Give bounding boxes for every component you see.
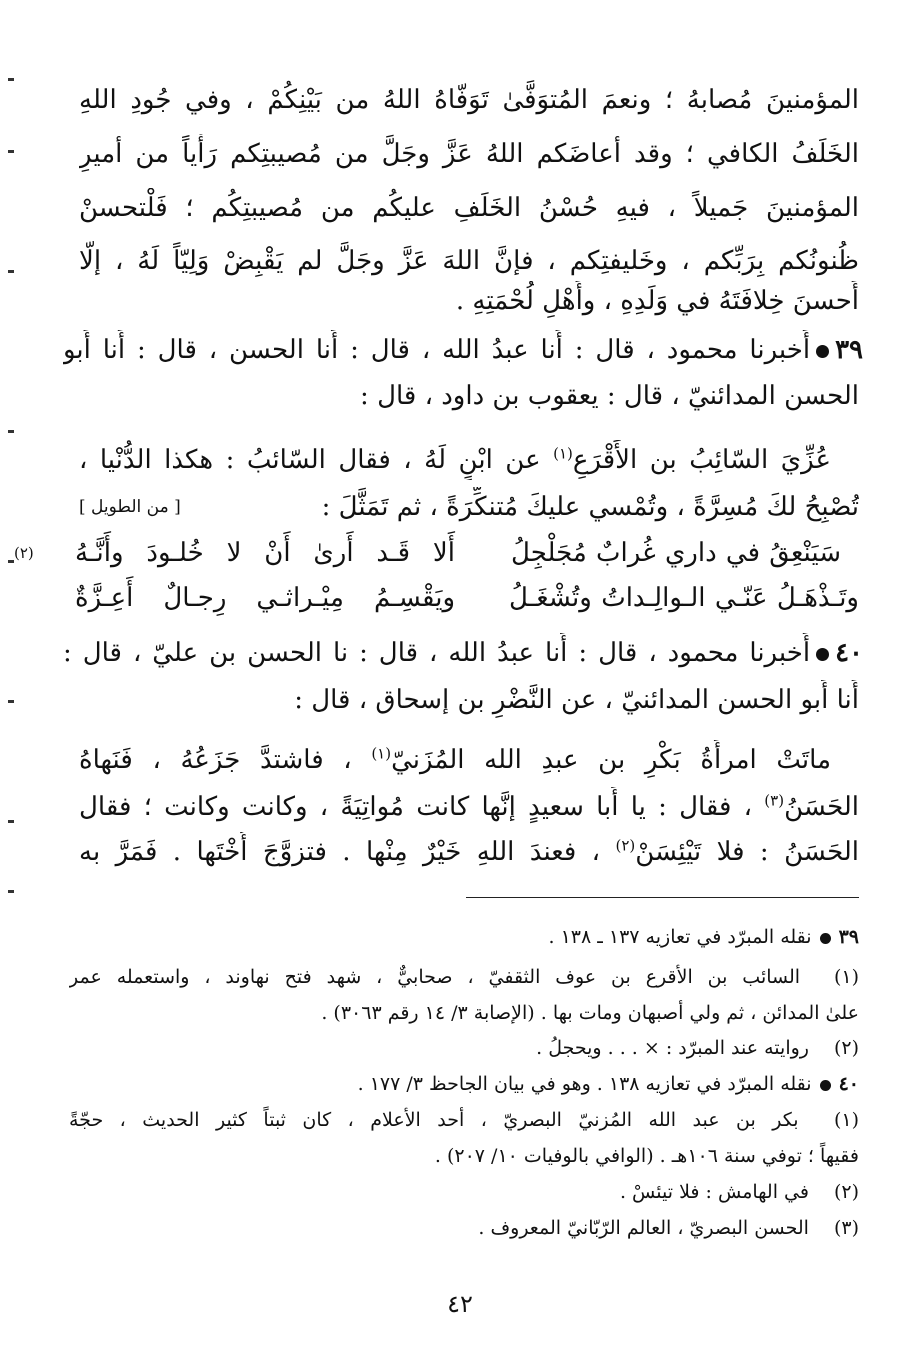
verse-hemistich: سَيَنْعِقُ في داري غُرابٌ مُجَلْجِلُ: [511, 538, 841, 568]
footnote-separator: [466, 897, 859, 898]
bullet-icon: [816, 648, 829, 661]
footnote-text: بكر بن عبد الله المُزنيّ البصريّ ، أحد الأعلام ، كان ثبتاً كثير الحديث ، حجّةً: [69, 1109, 799, 1131]
footnote-number: (١): [833, 1109, 859, 1131]
footnote-text: نقله المبرّد في تعازيه ١٣٧ ـ ١٣٨ .: [548, 926, 812, 948]
margin-mark: [8, 270, 14, 273]
footnote-sub: [69, 1032, 859, 1064]
verse-hemistich: أَلا قَـد أَرىٰ أَنْ لا خُلـودَ وأَنَّـهُ: [75, 538, 455, 568]
item-40-line: [79, 740, 859, 780]
footnote-number: (١): [833, 966, 859, 988]
item-39-line: الحسن المدائنيّ ، قال : يعقوب بن داود ، قال :: [360, 381, 859, 411]
footnote-cont: فقيهاً ؛ توفي سنة ١٠٦هـ . (الوافي بالوفيات ١٠/ ٢٠٧) .: [434, 1145, 859, 1167]
item-39-first-line: [63, 330, 863, 370]
margin-mark: [8, 78, 14, 81]
meter-label: [ من الطويل ]: [79, 497, 181, 517]
body-line: أَحسنَ خِلافَتَهُ في وَلَدِهِ ، وأَهْلِ لُحْمَتِهِ .: [455, 286, 859, 316]
footnote-ref: (١): [371, 744, 392, 763]
item-text: أَخبرنا محمود ، قال : أَنا عبدُ الله ، قال : أَنا الحسن ، قال : أَنا أَبو: [63, 335, 811, 365]
item-40-line: [79, 832, 859, 872]
item-text: أَخبرنا محمود ، قال : أَنا عبدُ الله ، قال : نا الحسن بن عليّ ، قال :: [63, 638, 811, 668]
verse-hemistich: وتَـذْهَـلُ عَنّـي الـوالِـداتُ وتُشْغَـلُ: [509, 583, 859, 613]
item-40-line: أَنا أَبو الحسن المدائنيّ ، عن النَّضْرِ بن إسحاق ، قال :: [294, 685, 859, 715]
item-number: ٤٠: [835, 638, 863, 668]
footnote-text: السائب بن الأقرع بن عوف الثقفيّ ، صحابيٌّ ، شهد فتح نهاوند ، واستعمله عمر: [69, 966, 801, 988]
item-text: عُزِّيَ السّائِبُ بن الأَقْرَعِ: [572, 445, 831, 475]
item-text: ، فاشتدَّ جَزَعُهُ ، فَنَهاهُ: [79, 745, 352, 775]
footnote-text: في الهامش : فلا تيئسْ .: [619, 1181, 809, 1203]
footnote-number: (٢): [833, 1181, 859, 1203]
footnote-sub: [69, 1176, 859, 1208]
footnote-ref: (٢): [615, 836, 636, 855]
body-line: المؤمنينَ جَميلاً ، فيهِ حُسْنُ الخَلَفِ عليكُم من مُصيبتِكُم ؛ فَلْتحسنْ: [79, 193, 859, 223]
margin-mark: [8, 700, 14, 703]
item-text: الحَسَنُ : فلا تَيْئِسَنْ: [635, 837, 859, 867]
footnote-number: (٣): [833, 1217, 859, 1239]
footnote-number: ٤٠: [838, 1073, 859, 1095]
footnote-number: ٣٩: [838, 926, 859, 948]
item-40-first-line: [63, 633, 863, 673]
item-text: ماتَتْ امرأَةُ بَكْرِ بن عبدِ الله المُزَنيّ: [391, 745, 831, 775]
body-line: الخَلَفُ الكافي ؛ وقد أعاضَكم اللهُ عَزَّ وجَلَّ من مُصيبتِكم رَأْياً من أميرِ: [79, 139, 859, 169]
footnote-ref: (٢): [14, 544, 34, 562]
bullet-icon: [820, 933, 831, 944]
footnote-number: (٢): [833, 1037, 859, 1059]
item-text: تُصْبِحُ لكَ مُسِرَّةً ، وتُمْسي عليكَ مُتنكِّرَةً ، ثم تَمَثَّلَ :: [321, 492, 859, 522]
footnote-main: [69, 1068, 859, 1100]
body-line: ظُنونُكم بِرَبِّكم ، وخَليفتِكم ، فإنَّ اللهَ عَزَّ وجَلَّ لم يَقْبِضْ وَلِيّاً لَهُ ، إلّا: [79, 246, 859, 276]
item-text: ، فقال : يا أَبا سعيدٍ إنَّها كانت مُواتِيَةً ، وكانت وكانت ؛ فقال: [79, 792, 753, 822]
item-39-line: [79, 487, 859, 527]
margin-mark: [8, 430, 14, 433]
item-number: ٣٩: [835, 335, 863, 365]
footnote-ref: (٣): [764, 791, 785, 810]
verse-hemistich: ويَقْسِـمُ مِيْـراثـي رِجـالٌ أَعِـزَّةٌ: [75, 583, 455, 613]
bullet-icon: [816, 345, 829, 358]
margin-mark: [8, 890, 14, 893]
footnote-sub: [69, 1104, 859, 1136]
body-line: المؤمنينَ مُصابهُ ؛ ونعمَ المُتوَفَّىٰ تَوَفّاهُ اللهُ من بَيْنِكُمْ ، وفي جُودِ اللهِ: [79, 85, 859, 115]
footnote-sub: [69, 961, 859, 993]
item-text: عن ابْنٍ لَهُ ، فقال السّائبُ : هكذا الدُّنْيا ،: [79, 445, 541, 475]
footnote-text: الحسن البصريّ ، العالم الرّبّانيّ المعروف .: [478, 1217, 809, 1239]
footnote-text: نقله المبرّد في تعازيه ١٣٨ . وهو في بيان الجاحظ ٣/ ١٧٧ .: [357, 1073, 812, 1095]
item-40-line: [79, 787, 859, 827]
bullet-icon: [820, 1080, 831, 1091]
footnote-ref: (١): [553, 444, 573, 463]
item-39-line: [79, 440, 859, 480]
footnote-text: روايته عند المبرّد : × . . . ويحجلُ .: [536, 1037, 809, 1059]
item-text: ، فعندَ اللهِ خَيْرٌ مِنْها . فتزوَّجَ أُخْتَها . فَمَرَّ به: [79, 837, 601, 867]
footnote-cont: علىٰ المدائن ، ثم ولي أصبهان ومات بها . (الإصابة ٣/ ١٤ رقم ٣٠٦٣) .: [321, 1002, 859, 1024]
item-text: الحَسَنُ: [784, 792, 859, 822]
footnote-sub: [69, 1212, 859, 1244]
margin-mark: [8, 820, 14, 823]
page-number: ٤٢: [447, 1290, 473, 1318]
margin-mark: [8, 150, 14, 153]
footnote-main: [69, 921, 859, 953]
